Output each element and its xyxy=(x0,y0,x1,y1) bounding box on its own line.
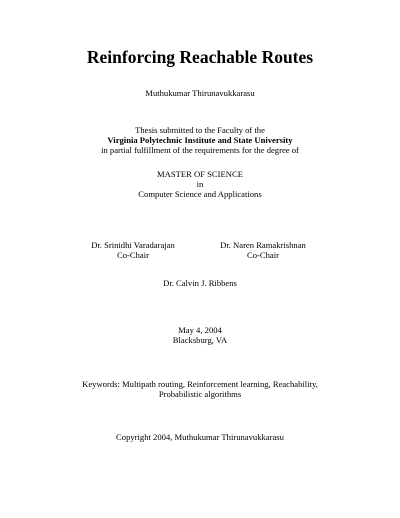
document-title: Reinforcing Reachable Routes xyxy=(86,47,314,67)
degree-field: Computer Science and Applications xyxy=(138,189,262,199)
thesis-line-3: in partial fulfillment of the requirements for the degree of xyxy=(101,145,299,155)
date-location xyxy=(0,325,400,345)
defense-date: May 4, 2004 xyxy=(178,325,222,335)
copyright-notice: Copyright 2004, Muthukumar Thirunavukkarasu xyxy=(116,432,284,442)
degree-name: MASTER OF SCIENCE xyxy=(157,169,243,179)
co-chair-2 xyxy=(193,240,333,260)
author-name: Muthukumar Thirunavukkarasu xyxy=(145,88,255,98)
university-name: Virginia Polytechnic Institute and State University xyxy=(107,135,293,145)
degree-block xyxy=(0,169,400,199)
keywords xyxy=(0,379,400,399)
thesis-statement xyxy=(0,125,400,155)
committee-member: Dr. Calvin J. Ribbens xyxy=(163,278,237,288)
co-chair-1-role: Co-Chair xyxy=(117,250,149,260)
co-chair-2-name: Dr. Naren Ramakrishnan xyxy=(220,240,306,250)
keywords-line-2: Probabilistic algorithms xyxy=(158,389,242,399)
co-chair-1 xyxy=(63,240,203,260)
keywords-line-1: Keywords: Multipath routing, Reinforcement learning, Reachability, xyxy=(82,379,318,389)
co-chair-1-name: Dr. Srinidhi Varadarajan xyxy=(91,240,175,250)
thesis-line-1: Thesis submitted to the Faculty of the xyxy=(135,125,265,135)
co-chair-2-role: Co-Chair xyxy=(247,250,279,260)
degree-in: in xyxy=(196,179,204,189)
location: Blacksburg, VA xyxy=(172,335,228,345)
